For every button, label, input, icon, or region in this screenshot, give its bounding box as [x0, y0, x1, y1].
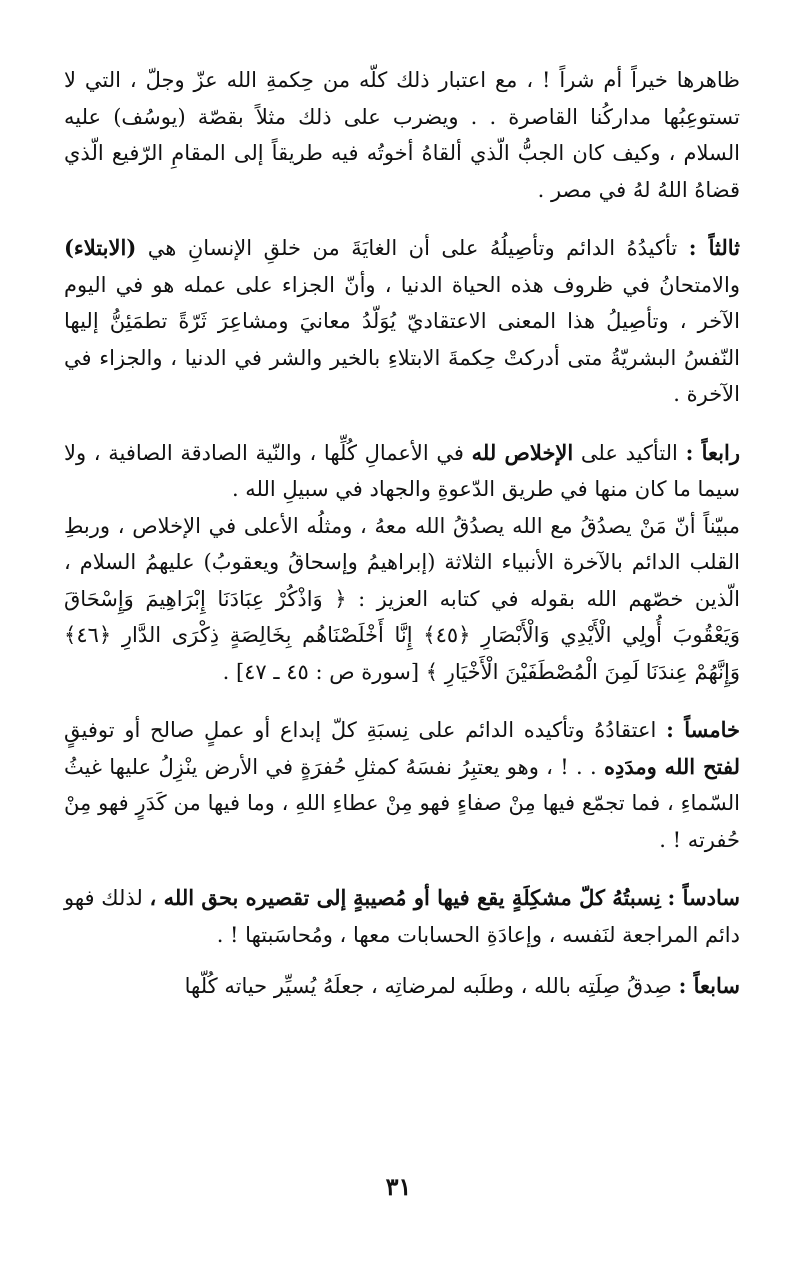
fourth-point-text-after: في الأعمالِ كُلِّها ، والنّية الصادقة الصافية ، ولا سيما ما كان منها في طريق الدّعوةِ والجهاد في سبيلِ الله . [64, 440, 740, 501]
fifth-point-text-before: اعتقادُهُ وتأكيده الدائم على نِسبَةِ كلّ إبداع أو عملٍ صالح أو توفيقٍ [64, 718, 657, 742]
fourth-point-bold-term: الإخلاص لله [471, 439, 574, 465]
paragraph-gap [64, 953, 740, 968]
fourth-point-continuation [64, 508, 740, 691]
intro-text: ظاهرها خيراً أم شراً ! ، مع اعتبار ذلك كلّه من حِكمةِ الله عزّ وجلّ ، التي لا تستوعِبُها مداركُنا القاصرة . . ويضرب على ذلك مثلاً بقصّة (يوسُف) عليه السلام ، وكيف كان الجبُّ الّذي ألقاهُ أخوتُه فيه طريقاً إلى المقامِ الرّفيع الّذي قضاهُ اللهُ لهُ في مصر . [64, 68, 740, 202]
fifth-point-text-after: . . ! ، وهو يعتبِرُ نفسَهُ كمثلِ حُفرَةٍ في الأرض ينْزِلُ عليها غيثُ السّماءِ ، فما تجمّع فيها مِنْ صفاءٍ فهو مِنْ عطاءِ اللهِ ، وما فيها من كَدَرٍ فهو مِنْ حُفرته ! . [64, 754, 740, 852]
page-number: ٣١ [385, 1172, 412, 1201]
fifth-point-paragraph [64, 712, 740, 858]
third-point-paragraph [64, 230, 740, 413]
sixth-point-paragraph [64, 880, 740, 953]
seventh-point-text: صِدقُ صِلَتِه بالله ، وطلَبه لمرضاتِه ، جعلَهُ يُسيِّر حياته كُلّها [184, 974, 672, 998]
verse-reference: [سورة ص : ٤٥ ـ ٤٧] . [222, 659, 420, 684]
seventh-point-label: سابعاً : [678, 973, 740, 998]
sixth-point-text-after: لذلك فهو دائم المراجعة لنَفسه ، وإعادَةِ الحسابات معها ، ومُحاسَبتها ! . [64, 886, 740, 947]
quran-verse: ﴿ وَاذْكُرْ عِبَادَنَا إِبْرَاهِيمَ وَإِسْحَاقَ وَيَعْقُوبَ أُولِي الْأَيْدِي وَالْأَبْصَارِ ﴿٤٥﴾ إِنَّا أَخْلَصْنَاهُم بِخَالِصَةٍ ذِكْرَى الدَّارِ ﴿٤٦﴾ وَإِنَّهُمْ عِندَنَا لَمِنَ الْمُصْطَفَيْنَ الْأَخْيَارِ ﴾ [64, 586, 740, 684]
third-point-text-after: والامتحانُ في ظروف هذه الحياة الدنيا ، وأنّ الجزاء على عمله هو في اليوم الآخر ، وتأصِيلُ هذا المعنى الاعتقاديّ يُوَلّدُ معانيَ ومشاعِرَ ثَرّةً تطمَئِنُّ إليها النّفسُ البشريّةُ متى أدركتْ حِكمةَ الابتلاءِ بالخير والشر في الدنيا ، والجزاء في الآخرة . [64, 272, 740, 406]
paragraph-gap [64, 690, 740, 712]
paragraph-gap [64, 208, 740, 230]
fourth-point-paragraph [64, 435, 740, 508]
third-point-label: ثالثاً : [688, 235, 740, 260]
sixth-point-text-before: نِسبتُهُ كلّ مشكِلَةٍ يقع فيها أو مُصيبةٍ [353, 885, 661, 910]
seventh-point-paragraph [64, 968, 740, 1005]
page-body-text [64, 62, 740, 1005]
fifth-point-bold-term: لفتح الله ومدَدِه [603, 753, 740, 779]
sixth-point-label: سادساً : [667, 885, 740, 910]
third-point-bold-term: (الابتلاء) [64, 235, 137, 260]
fourth-point-label: رابعاً : [685, 439, 740, 465]
fifth-point-label: خامساً : [666, 717, 740, 742]
sixth-point-bold-term: إلى تقصيره بحق الله ، [149, 885, 347, 910]
fourth-point-text-2: مبيّناً أنّ مَنْ يصدُقُ مع الله يصدُقُ الله معهُ ، ومثلُه الأعلى في الإخلاص ، وربطِ القلب الدائم بالآخرة الأنبياء الثلاثة (إبراهيمُ وإسحاقُ ويعقوبُ) عليهمُ السلام ، الّذين خصّهم الله بقوله في كتابه العزيز : [64, 513, 740, 611]
fourth-point-text-before: التأكيد على [580, 440, 678, 465]
paragraph-gap [64, 858, 740, 880]
intro-paragraph [64, 62, 740, 208]
paragraph-gap [64, 413, 740, 435]
third-point-text-before: تأكيدُهُ الدائم وتأصِيلُهُ على أن الغايَةَ من خلقِ الإنسانِ هي [147, 236, 678, 260]
